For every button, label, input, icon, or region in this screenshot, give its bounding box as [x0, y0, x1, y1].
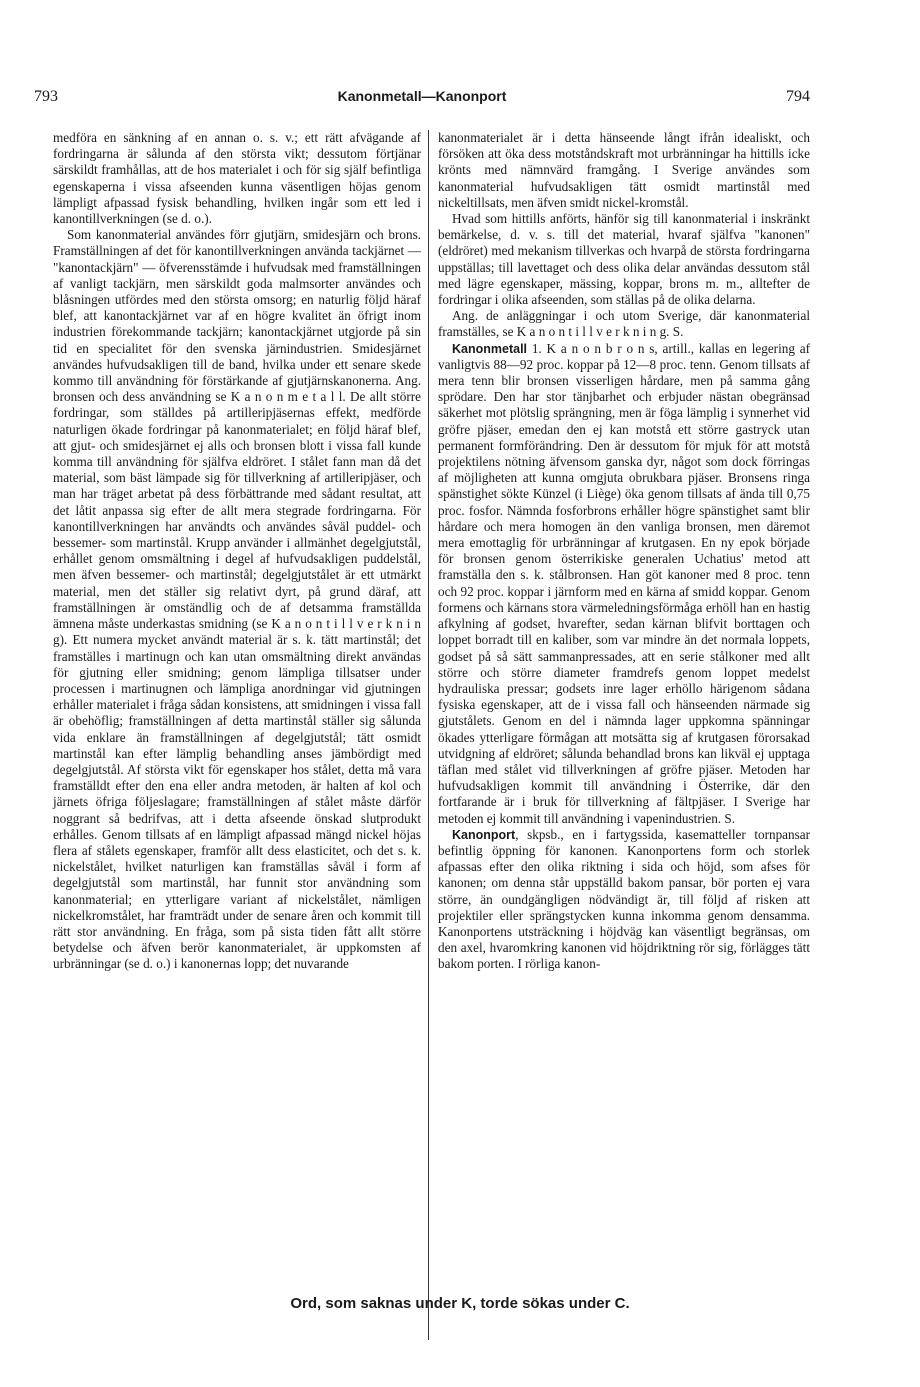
entry-kanonmetall-text: 1. K a n o n b r o n s, artill., kallas en legering af vanligtvis 88—92 proc. koppar på 12—8 proc. tenn. Genom tillsats af mera tenn blir bronsen visserligen hårdare, men på samma gång sprödare. Den har stor tänjbarhet och erbjuder nästan obegränsad säkerhet mot plötslig sprängning, men är föga lämplig i synnerhet vid gröfre pjäser, emedan den ej kan motstå ett större gastryck utan permanent formförändring. Den är dessutom för mjuk för att motstå projektilens nötning äfvensom ganska dyr, något som dock förringas af möjligheten att kunna omgjuta obrukbara pjäser. Bronsens ringa spänstighet sökte Künzel (i Liège) öka genom tillsats af ända till 0,75 proc. fosfor. Nämnda fosforbrons erhåller högre spänstighet samt blir hårdare och mera homogen än den vanliga bronsen, men däremot mera emottaglig för urbränningar af krutgasen. En ny epok började för bronsen genom österrikiske generalen Uchatius' metod att framställa den s. k. stålbronsen. Han göt kanoner med 8 proc. tenn och 92 proc. koppar i järnform med en kärna af smidd koppar. Genom formens och kärnans stora värmeledningsförmåga erhöll han en hastig afkylning af godset, hvarefter, sedan kärnan blifvit borttagen och loppet borradt till en kaliber, som var mindre än det normala loppets, godset på så sätt sammanpressades, att en serie stålkoner med allt större och större diameter framdrefs genom loppet medelst hydrauliska pressar; godsets inre lager erhöllo härigenom sådana fysiska egenskaper, att de i vissa fall och hänseenden närmade sig gjutstålets. Genom en del i nämnda lager uppkomna spänningar ökades ytterligare förmågan att motsätta sig af krutgasen förorsakad utvidgning af eldröret; sålunda behandlad brons kan likväl ej upptaga täflan med stålet vid tillverkningen af gröfre pjäser. Metoden har hufvudsakligen kommit till användning i Österrike, där den fortfarande är i bruk för tillverkning af fältpjäser. I Sverige har metoden ej kommit till användning i vapenindustrien. [438, 340, 810, 826]
entry-kanonmetall [438, 341, 810, 827]
right-column [438, 130, 810, 973]
entry-kanonport-text: , skpsb., en i fartygssida, kasematteller tornpansar befintlig öppning för kanonen. Kanonportens form och storlek afpassas efter den olika riktning i sida och höjd, som afses för kanonen; om denna står uppställd bakom pansar, bör porten ej vara större, än oundgängligen nödvändigt är, till följd af risken att projektiler eller sprängstycken kunna inkomma genom densamma. Kanonportens utsträckning i höjdväg kan väsentligt begränsas, om den axel, hvaromkring kanonen vid höjdriktning rör sig, förlägges tätt bakom porten. I rörliga kanon- [438, 826, 810, 972]
page-header [34, 88, 810, 110]
right-page-number: 794 [786, 88, 810, 105]
headword-kanonmetall: Kanonmetall [452, 341, 528, 356]
left-paragraph-2: Som kanonmaterial användes förr gjutjärn, smidesjärn och brons. Framställningen af det för kanontillverkningen använda tackjärnet — "kanontackjärn" — öfverensstämde i hufvudsak med framställningen af vanligt tackjärn, men särskildt goda malmsorter användes och blåsningen utfördes med den största omsorg; en naturlig följd häraf blef, att kanontackjärnet var af en högre kvalitet än öfrigt inom industrien förekommande tackjärn; kanontackjärnet utgjorde på sin tid en specialitet för den svenska järnindustrien. Smidesjärnet användes hufvudsakligen till de band, hvilka under ett senare skede kommo till användning för förstärkande af gjutjärnskanonerna. Ang. bronsen och dess användning se K a n o n m e t a l l. De allt större fordringar, som ställdes på artilleripjäsernas effekt, medförde naturligen ökade fordringar på kanonmaterialet; en följd häraf blef, att gjut- och smidesjärnet ej alls och bronsen blott i vissa fall kunde komma till användning för själfva eldröret. I stålet fann man då det material, som bäst lämpade sig för tillverkning af artilleripjäser, och man har träget arbetat på dess förbättrande med sådant resultat, att det låtit anpassa sig efter de allt mera stegrade fordringarna. För kanontillverkningen har användts och användes såväl puddel- och bessemer- som martinstål. Krupp använder i allmänhet degelgjutstål, erhållet genom omsmältning i degel af hufvudsakligen puddelstål, men äfven bessemer- och martinstål; degelgjutstålet är ett utmärkt material, men det ställer sig relativt dyrt, på grund däraf, att framställningen är omständlig och de af detsamma framställda ämnena måste underkastas smidning (se K a n o n t i l l v e r k n i n g). Ett numera mycket användt material är s. k. tätt martinstål; det framställes i martinugn och kan utan omsmältning direkt användas för gjutning eller smidning; genom lämpliga tillsatser under processen i martinugnen och lämpliga anordningar vid gjutningen erhåller materialet i fråga sådan konsistens, att smidningen i vissa fall är obehöflig; framställningen af detta martinstål ställer sig sålunda vida enklare än framställningen af degelgjutstål; tätt osmidt martinstål kan efter lämplig behandling anses jämbördigt med degelgjutstål. Af största vikt för egenskaper hos stålet, detta må vara framställdt efter den ena eller andra metoden, är halten af kol och järnets öfriga följeslagare; framställningen af stålet måste därför noggrant så bedrifvas, att i detta afseende önskad slutprodukt erhålles. Genom tillsats af en lämpligt afpassad mängd nickel höjas flera af stålets egenskaper, framför allt dess elasticitet, och det s. k. nickelstålet, hvilket naturligen kan framställas såväl i form af degelgjutstål som martinstål, har funnit stor användning som kanonmaterial; en ytterligare variant af nickelstålet, nämligen nickelkromstålet, har framträdt under de senare åren och kommit till rätt stor användning. En fråga, som på sista tiden fått allt större betydelse och äfven berör kanonmaterialet, är uppkomsten af urbränningar (se d. o.) i kanonernas lopp; det nuvarande [53, 227, 421, 972]
footer-note: Ord, som saknas under K, torde sökas under C. [290, 1295, 630, 1312]
left-page-number: 793 [34, 88, 58, 105]
cross-reference-text: Ang. de anläggningar i och utom Sverige, där kanonmaterial framställes, se K a n o n t i l l v e r k n i n g. [438, 308, 810, 340]
headword-kanonport: Kanonport [452, 827, 516, 842]
right-paragraph-3 [438, 308, 810, 340]
entry-kanonport [438, 827, 810, 973]
author-signature: S. [724, 810, 736, 826]
right-paragraph-2: Hvad som hittills anförts, hänför sig till kanonmaterial i inskränkt bemärkelse, d. v. s. till det material, hvaraf själfva "kanonen" (eldröret) med mekanism tillverkas och hvarpå de största fordringarna uppställas; till lavettaget och dess olika delar användas dessutom stål med lägre egenskaper, mässing, koppar, brons m. m., alltefter de fordringar i olika afseenden, som ställas på de olika delarna. [438, 211, 810, 308]
running-title: Kanonmetall—Kanonport [337, 88, 507, 104]
left-paragraph-1: medföra en sänkning af en annan o. s. v.; ett rätt afvägande af fordringarna är sålunda af den största vikt; dessutom förtjänar särskildt framhållas, att de hos materialet i och för sig själf befintliga egenskaperna i vissa afseenden kunna väsentligen höjas genom lämpligt afpassad fysisk behandling, hvilken ingår som ett led i kanontillverkningen (se d. o.). [53, 130, 421, 227]
author-signature: S. [672, 324, 684, 340]
right-paragraph-1: kanonmaterialet är i detta hänseende långt ifrån idealiskt, och försöken att öka dess motståndskraft mot urbränningar ha hittills icke krönts med nämnvärd framgång. I Sverige användes som kanonmaterial hufvudsakligen tätt osmidt martinstål med nickeltillsats, men äfven smidt nickel-kromstål. [438, 130, 810, 210]
column-divider [428, 130, 429, 1340]
left-column [53, 130, 421, 973]
